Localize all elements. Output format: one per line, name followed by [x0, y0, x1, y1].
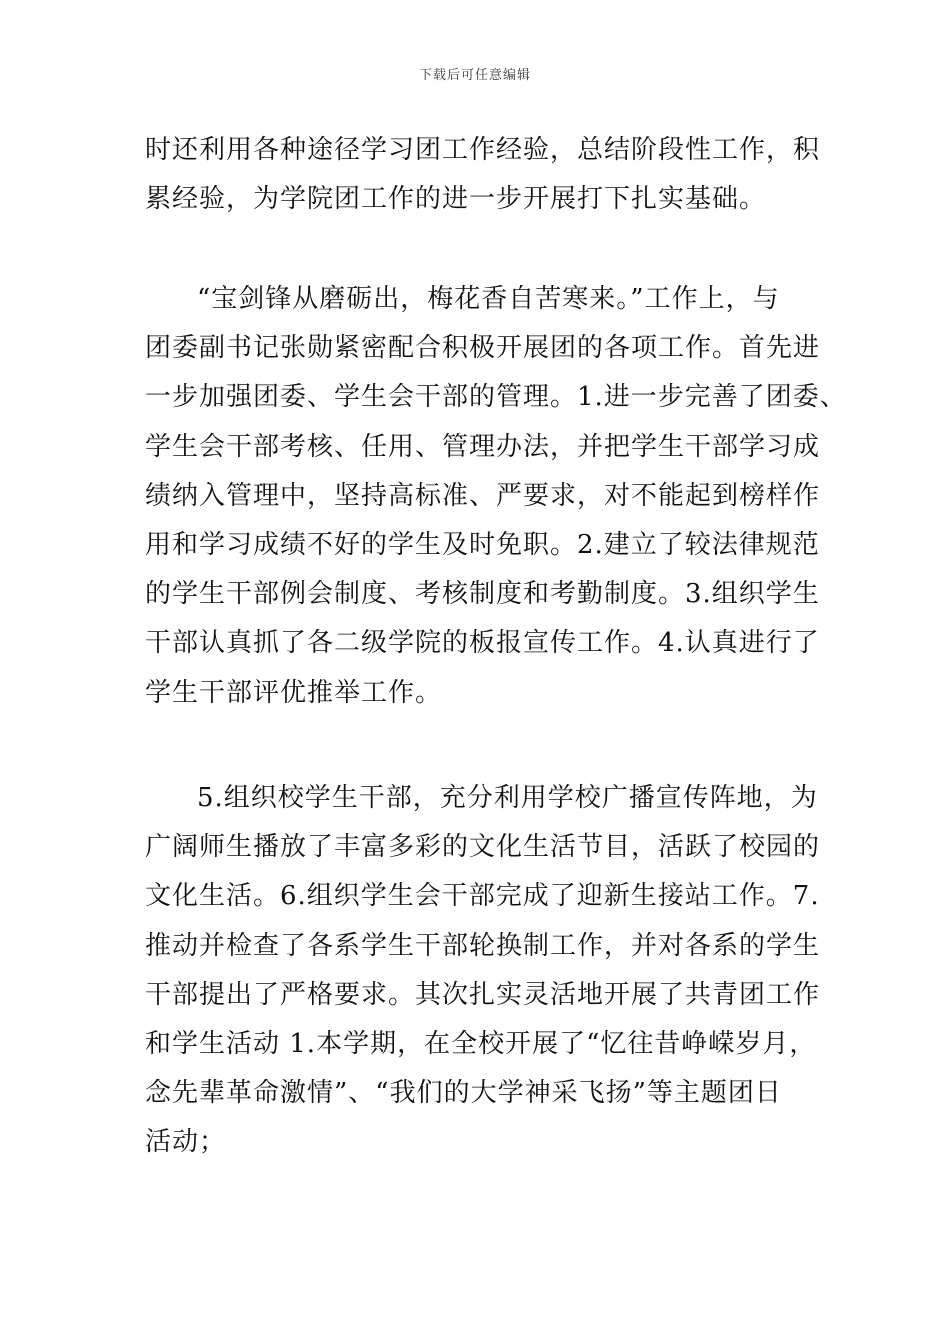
- text-line: 学生会干部考核、任用、管理办法，并把学生干部学习成: [145, 431, 821, 462]
- text-line: 5.组织校学生干部，充分利用学校广播宣传阵地，为: [197, 783, 818, 813]
- paragraph-3: [145, 774, 845, 1168]
- text-line: 绩纳入管理中，坚持高标准、严要求，对不能起到榜样作: [145, 480, 821, 511]
- text-line: 团委副书记张勋紧密配合积极开展团的各项工作。首先进: [145, 333, 821, 364]
- text-line: 推动并检查了各系学生干部轮换制工作，并对各系的学生: [145, 930, 821, 961]
- text-line: 活动；: [145, 1127, 227, 1158]
- text-line: 干部提出了严格要求。其次扎实灵活地开展了共青团工作: [145, 979, 821, 1010]
- text-line: 干部认真抓了各二级学院的板报宣传工作。4.认真进行了: [145, 628, 820, 659]
- text-line: 文化生活。6.组织学生会干部完成了迎新生接站工作。7.: [145, 881, 820, 912]
- text-line: 一步加强团委、学生会干部的管理。1.进一步完善了团委、: [145, 382, 847, 413]
- text-line: 广阔师生播放了丰富多彩的文化生活节目，活跃了校园的: [145, 832, 821, 863]
- page-header-note: 下载后可任意编辑: [418, 68, 531, 83]
- text-line: 念先辈革命激情”、“我们的大学神采飞扬”等主题团日: [145, 1078, 782, 1109]
- text-line: 时还利用各种途径学习团工作经验，总结阶段性工作，积: [145, 135, 821, 165]
- paragraph-2: [145, 275, 845, 718]
- text-line: 学生干部评优推举工作。: [145, 677, 443, 708]
- text-line: 的学生干部例会制度、考核制度和考勤制度。3.组织学生: [145, 579, 820, 610]
- text-line: 和学生活动 1.本学期，在全校开展了“忆往昔峥嵘岁月，: [145, 1029, 817, 1060]
- text-line: 累经验，为学院团工作的进一步开展打下扎实基础。: [145, 184, 767, 215]
- text-line: 用和学习成绩不好的学生及时免职。2.建立了较法律规范: [145, 530, 820, 561]
- paragraph-1: [145, 126, 845, 224]
- text-line: “宝剑锋从磨砺出，梅花香自苦寒来。”工作上，与: [197, 284, 780, 314]
